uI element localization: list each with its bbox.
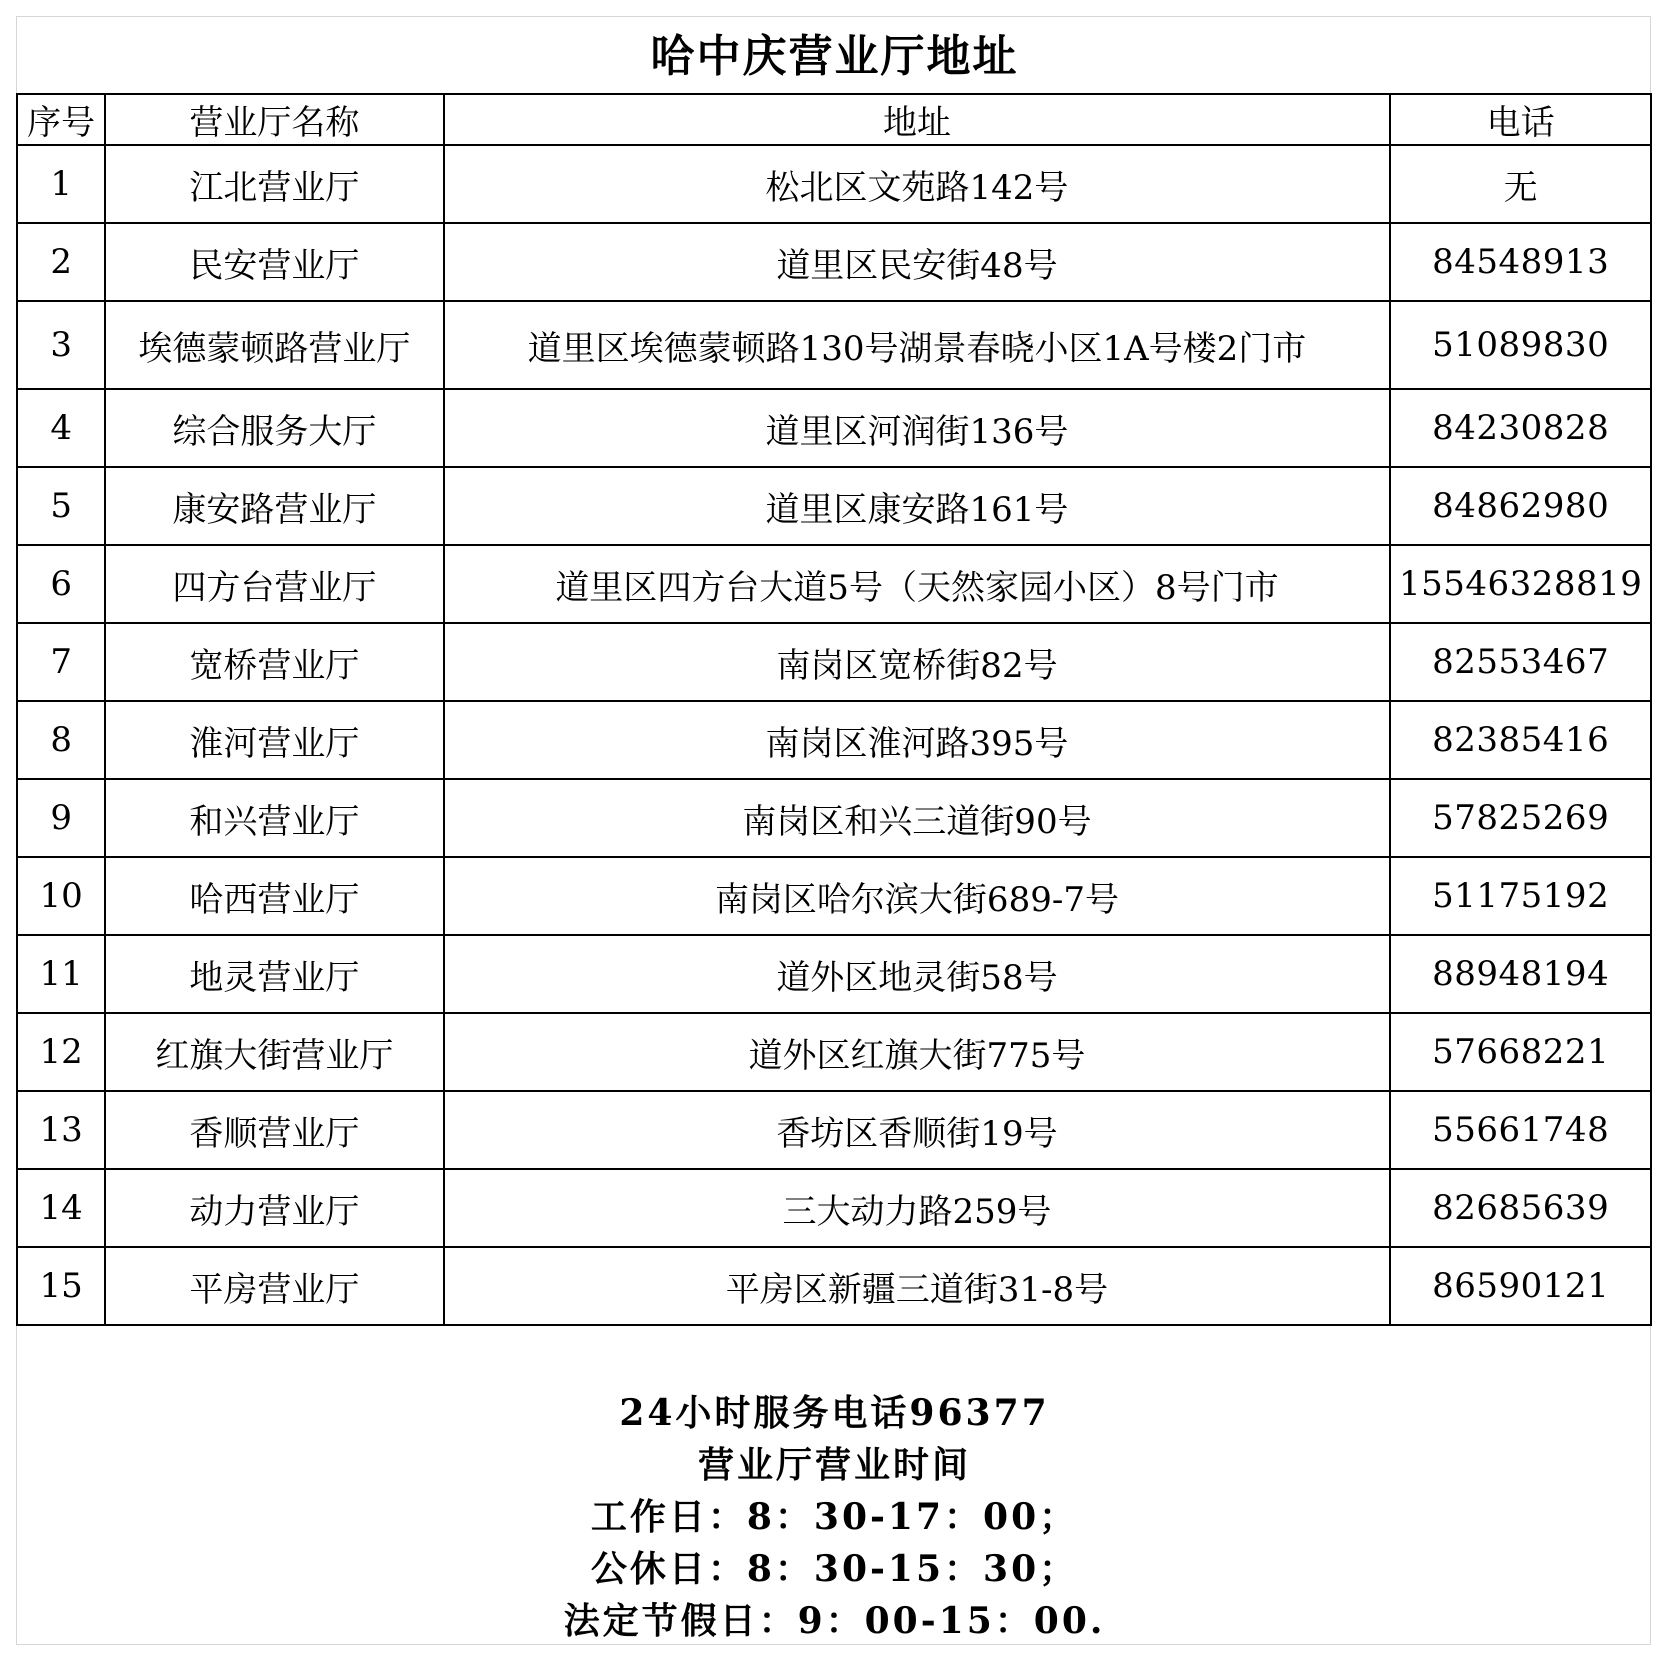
header-phone: 电话 bbox=[1390, 94, 1651, 145]
row-phone: 88948194 bbox=[1390, 935, 1651, 1013]
row-index: 4 bbox=[17, 389, 105, 467]
row-phone: 82553467 bbox=[1390, 623, 1651, 701]
document-sheet bbox=[16, 16, 1651, 1645]
row-branch-name: 动力营业厅 bbox=[105, 1169, 443, 1247]
table-row bbox=[17, 1091, 1651, 1169]
row-phone: 82385416 bbox=[1390, 701, 1651, 779]
row-index: 9 bbox=[17, 779, 105, 857]
row-phone: 无 bbox=[1390, 145, 1651, 223]
row-index: 8 bbox=[17, 701, 105, 779]
row-index: 12 bbox=[17, 1013, 105, 1091]
rest-day-hours: 公休日：8：30-15：30； bbox=[590, 1548, 1079, 1590]
table-row bbox=[17, 935, 1651, 1013]
row-branch-name: 红旗大街营业厅 bbox=[105, 1013, 443, 1091]
hotline-text: 24小时服务电话96377 bbox=[619, 1392, 1050, 1434]
weekday-hours: 工作日：8：30-17：00； bbox=[590, 1496, 1079, 1538]
row-address: 道里区四方台大道5号（天然家园小区）8号门市 bbox=[444, 545, 1391, 623]
row-phone: 57825269 bbox=[1390, 779, 1651, 857]
row-branch-name: 宽桥营业厅 bbox=[105, 623, 443, 701]
row-address: 道里区康安路161号 bbox=[444, 467, 1391, 545]
row-branch-name: 和兴营业厅 bbox=[105, 779, 443, 857]
row-address: 平房区新疆三道街31-8号 bbox=[444, 1247, 1391, 1325]
row-phone: 82685639 bbox=[1390, 1169, 1651, 1247]
table-row bbox=[17, 857, 1651, 935]
row-address: 道外区地灵街58号 bbox=[444, 935, 1391, 1013]
table-row bbox=[17, 389, 1651, 467]
row-branch-name: 平房营业厅 bbox=[105, 1247, 443, 1325]
row-index: 2 bbox=[17, 223, 105, 301]
row-address: 松北区文苑路142号 bbox=[444, 145, 1391, 223]
page-title: 哈中庆营业厅地址 bbox=[650, 31, 1019, 82]
service-info bbox=[17, 1387, 1652, 1647]
row-branch-name: 康安路营业厅 bbox=[105, 467, 443, 545]
header-index: 序号 bbox=[17, 94, 105, 145]
table-row bbox=[17, 467, 1651, 545]
row-phone: 84548913 bbox=[1390, 223, 1651, 301]
row-branch-name: 埃德蒙顿路营业厅 bbox=[105, 301, 443, 389]
row-branch-name: 综合服务大厅 bbox=[105, 389, 443, 467]
row-address: 南岗区哈尔滨大街689-7号 bbox=[444, 857, 1391, 935]
row-phone: 57668221 bbox=[1390, 1013, 1651, 1091]
row-branch-name: 地灵营业厅 bbox=[105, 935, 443, 1013]
row-address: 三大动力路259号 bbox=[444, 1169, 1391, 1247]
row-branch-name: 江北营业厅 bbox=[105, 145, 443, 223]
table-row bbox=[17, 145, 1651, 223]
row-address: 南岗区宽桥街82号 bbox=[444, 623, 1391, 701]
row-index: 5 bbox=[17, 467, 105, 545]
header-address: 地址 bbox=[444, 94, 1391, 145]
row-index: 14 bbox=[17, 1169, 105, 1247]
row-index: 6 bbox=[17, 545, 105, 623]
table-row bbox=[17, 701, 1651, 779]
row-address: 道里区民安街48号 bbox=[444, 223, 1391, 301]
row-address: 道里区河润街136号 bbox=[444, 389, 1391, 467]
row-branch-name: 香顺营业厅 bbox=[105, 1091, 443, 1169]
row-phone: 51175192 bbox=[1390, 857, 1651, 935]
row-address: 道里区埃德蒙顿路130号湖景春晓小区1A号楼2门市 bbox=[444, 301, 1391, 389]
table-header-row bbox=[17, 94, 1651, 145]
row-index: 13 bbox=[17, 1091, 105, 1169]
table-row bbox=[17, 1169, 1651, 1247]
table-row bbox=[17, 623, 1651, 701]
hours-heading: 营业厅营业时间 bbox=[697, 1444, 971, 1486]
row-phone: 84230828 bbox=[1390, 389, 1651, 467]
branch-table bbox=[16, 93, 1652, 1326]
row-branch-name: 民安营业厅 bbox=[105, 223, 443, 301]
row-address: 南岗区淮河路395号 bbox=[444, 701, 1391, 779]
row-phone: 84862980 bbox=[1390, 467, 1651, 545]
row-index: 1 bbox=[17, 145, 105, 223]
row-phone: 15546328819 bbox=[1390, 545, 1651, 623]
table-row bbox=[17, 545, 1651, 623]
table-row bbox=[17, 1247, 1651, 1325]
row-address: 道外区红旗大街775号 bbox=[444, 1013, 1391, 1091]
row-branch-name: 哈西营业厅 bbox=[105, 857, 443, 935]
holiday-hours: 法定节假日：9：00-15：00. bbox=[563, 1600, 1106, 1642]
row-phone: 55661748 bbox=[1390, 1091, 1651, 1169]
row-index: 11 bbox=[17, 935, 105, 1013]
row-address: 香坊区香顺街19号 bbox=[444, 1091, 1391, 1169]
table-row bbox=[17, 301, 1651, 389]
header-branch-name: 营业厅名称 bbox=[105, 94, 443, 145]
row-phone: 51089830 bbox=[1390, 301, 1651, 389]
row-index: 3 bbox=[17, 301, 105, 389]
table-row bbox=[17, 223, 1651, 301]
row-branch-name: 四方台营业厅 bbox=[105, 545, 443, 623]
table-row bbox=[17, 1013, 1651, 1091]
row-index: 15 bbox=[17, 1247, 105, 1325]
row-branch-name: 淮河营业厅 bbox=[105, 701, 443, 779]
row-phone: 86590121 bbox=[1390, 1247, 1651, 1325]
row-index: 7 bbox=[17, 623, 105, 701]
row-index: 10 bbox=[17, 857, 105, 935]
row-address: 南岗区和兴三道街90号 bbox=[444, 779, 1391, 857]
table-row bbox=[17, 779, 1651, 857]
